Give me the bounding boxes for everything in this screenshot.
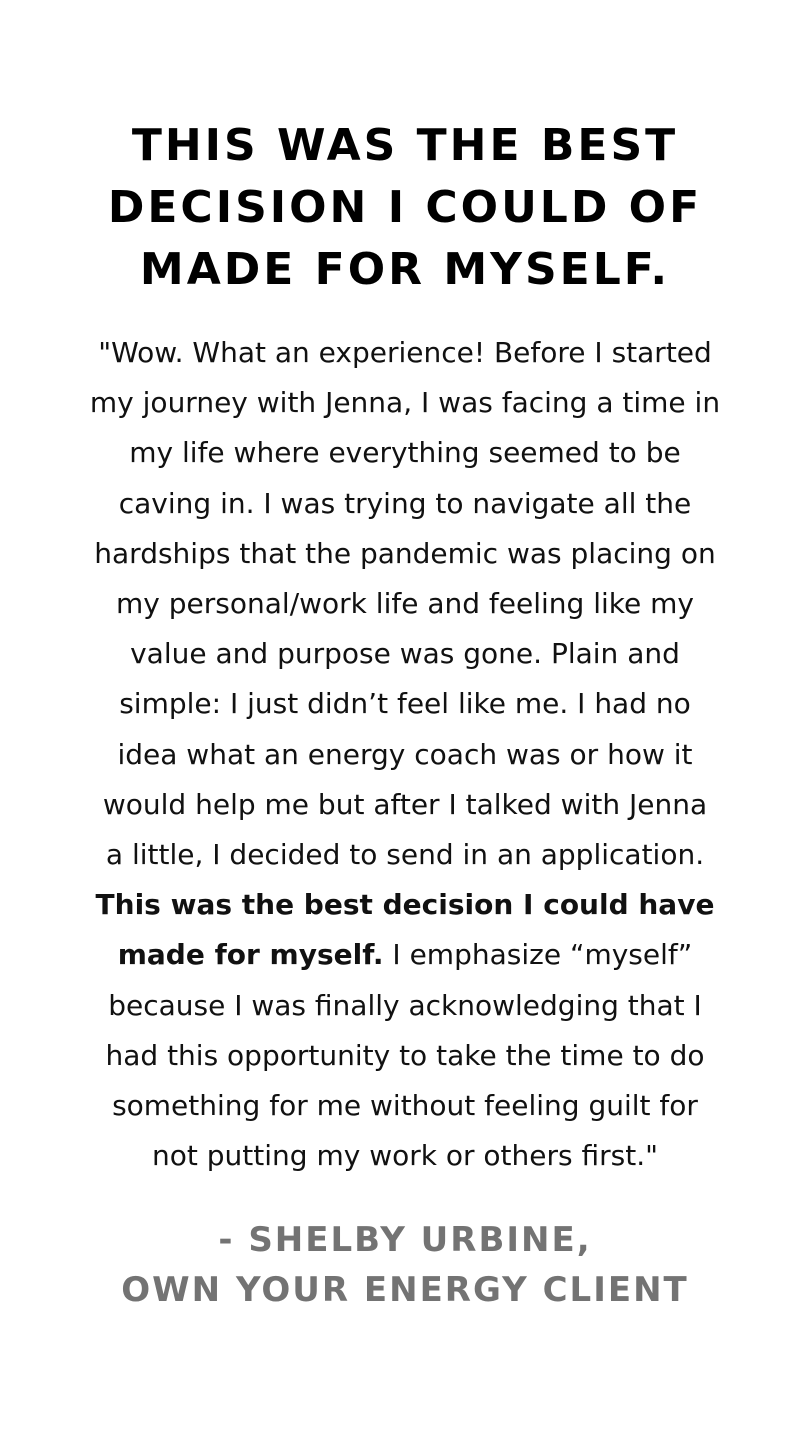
quote-line: "Wow. What an experience! Before I started bbox=[98, 336, 712, 369]
quote-line: my journey with Jenna, I was facing a time in bbox=[89, 386, 721, 420]
quote-mixed-line bbox=[50, 930, 760, 980]
testimonial-attribution bbox=[60, 1215, 750, 1315]
quote-emphasis-text: made for myself. bbox=[117, 938, 384, 972]
quote-line: something for me without feeling guilt for bbox=[112, 1089, 698, 1123]
quote-emphasis-line: This was the best decision I could have bbox=[95, 888, 715, 922]
quote-line: my life where everything seemed to be bbox=[129, 436, 681, 470]
quote-line: my personal/work life and feeling like my bbox=[116, 587, 694, 621]
quote-line: caving in. I was trying to navigate all the bbox=[118, 486, 692, 520]
quote-line: would help me but after I talked with Jenna bbox=[102, 787, 708, 821]
quote-line: because I was finally acknowledging that I bbox=[108, 988, 702, 1022]
quote-line: not putting my work or others first." bbox=[152, 1139, 658, 1173]
quote-line: a little, I decided to send in an application. bbox=[105, 838, 705, 872]
quote-line: idea what an energy coach was or how it bbox=[117, 737, 693, 771]
attribution-role: OWN YOUR ENERGY CLIENT bbox=[121, 1270, 689, 1310]
quote-line-text: I emphasize “myself” bbox=[383, 938, 693, 972]
testimonial-quote bbox=[50, 328, 760, 1181]
headline-line-3: MADE FOR MYSELF. bbox=[139, 244, 671, 295]
page-headline bbox=[60, 115, 750, 301]
quote-line: value and purpose was gone. Plain and bbox=[130, 637, 680, 671]
attribution-name: - SHELBY URBINE, bbox=[218, 1220, 592, 1260]
headline-line-1: THIS WAS THE BEST bbox=[131, 120, 679, 171]
quote-line: simple: I just didn’t feel like me. I had no bbox=[119, 687, 691, 721]
headline-line-2: DECISION I COULD OF bbox=[107, 182, 703, 233]
quote-line: hardships that the pandemic was placing on bbox=[94, 536, 716, 570]
quote-line: had this opportunity to take the time to do bbox=[105, 1038, 705, 1072]
